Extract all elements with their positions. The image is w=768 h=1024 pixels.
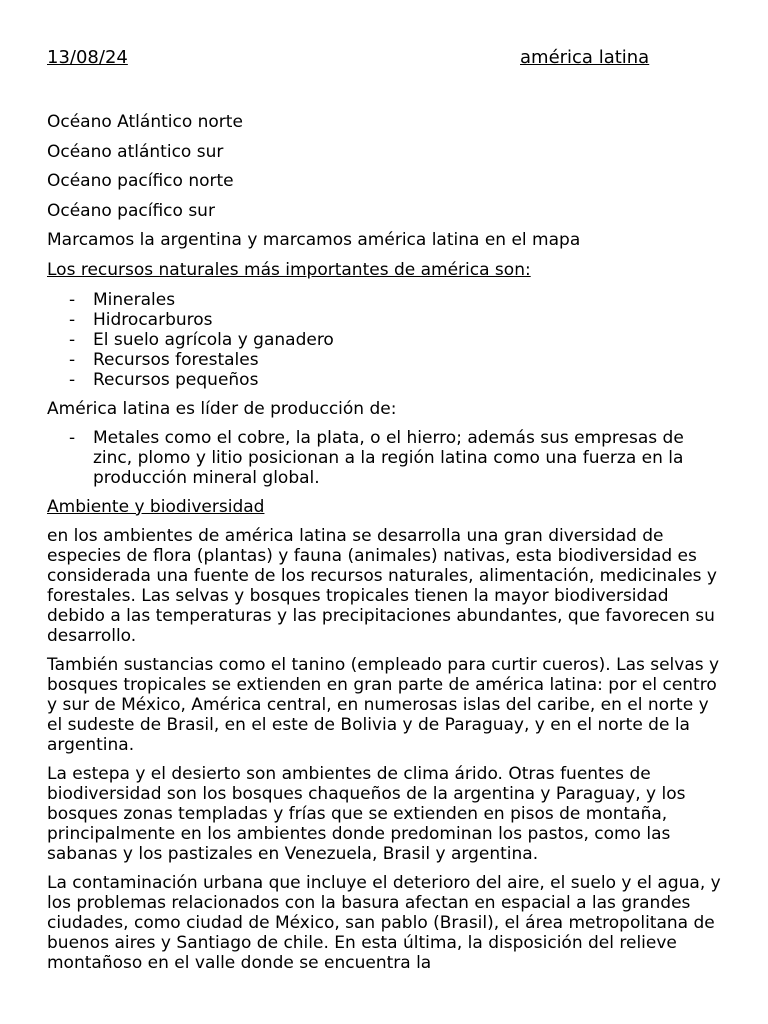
- list-item: - Recursos forestales: [47, 350, 727, 370]
- map-note: Marcamos la argentina y marcamos américa latina en el mapa: [47, 230, 581, 251]
- ocean-line: Océano atlántico sur: [47, 141, 224, 162]
- list-item: - Metales como el cobre, la plata, o el hierro; además sus empresas de zinc, plomo y litio posicionan a la región latina como una fuerza en la producción mineral global.: [47, 428, 727, 488]
- paragraph: La contaminación urbana que incluye el deterioro del aire, el suelo y el agua, y los problemas relacionados con la basura afectan en espacial a las grandes ciudades, como ciudad de México, san pablo (Brasil), el área metropolitana de buenos aires y Santiago de chile. En esta última, la disposición del relieve montañoso en el valle donde se encuentra la: [47, 872, 721, 973]
- ocean-line: Océano pacífico sur: [47, 200, 215, 221]
- paragraph: en los ambientes de américa latina se desarrolla una gran diversidad de especies de flora (plantas) y fauna (animales) nativas, esta biodiversidad es considerada una fuente de los recursos naturales, alimentación, medicinales y forestales. Las selvas y bosques tropicales tienen la mayor biodiversidad debido a las temperaturas y las precipitaciones abundantes, que favorecen su desarrollo.: [47, 525, 717, 646]
- production-intro: América latina es líder de producción de:: [47, 398, 397, 419]
- paragraph: La estepa y el desierto son ambientes de clima árido. Otras fuentes de biodiversidad son los bosques chaqueños de la argentina y Paraguay, y los bosques zonas templadas y frías que se extienden en pisos de montaña, principalmente en los ambientes donde predominan los pastos, como las sabanas y los pastizales en Venezuela, Brasil y argentina.: [47, 763, 686, 864]
- ocean-list: [47, 112, 727, 280]
- document-header: [47, 46, 727, 70]
- list-item: - Minerales: [47, 290, 727, 310]
- production-list: [47, 428, 727, 488]
- ocean-line: Océano Atlántico norte: [47, 112, 243, 132]
- ocean-line: Océano pacífico norte: [47, 171, 234, 192]
- paragraph: También sustancias como el tanino (empleado para curtir cueros). Las selvas y bosques tropicales se extienden en gran parte de américa latina: por el centro y sur de México, América central, en numerosas islas del caribe, en el norte y el sudeste de Brasil, en el este de Bolivia y de Paraguay, y en el norte de la argentina.: [47, 654, 720, 755]
- document-page: [47, 46, 727, 982]
- document-date: 13/08/24: [47, 47, 128, 68]
- list-item: - El suelo agrícola y ganadero: [47, 330, 727, 350]
- biodiversity-heading: Ambiente y biodiversidad: [47, 496, 265, 517]
- list-item: - Recursos pequeños: [47, 370, 727, 390]
- resources-list: [47, 290, 727, 390]
- resources-heading: Los recursos naturales más importantes de américa son:: [47, 259, 531, 280]
- document-title: américa latina: [520, 47, 650, 68]
- list-item: - Hidrocarburos: [47, 310, 727, 330]
